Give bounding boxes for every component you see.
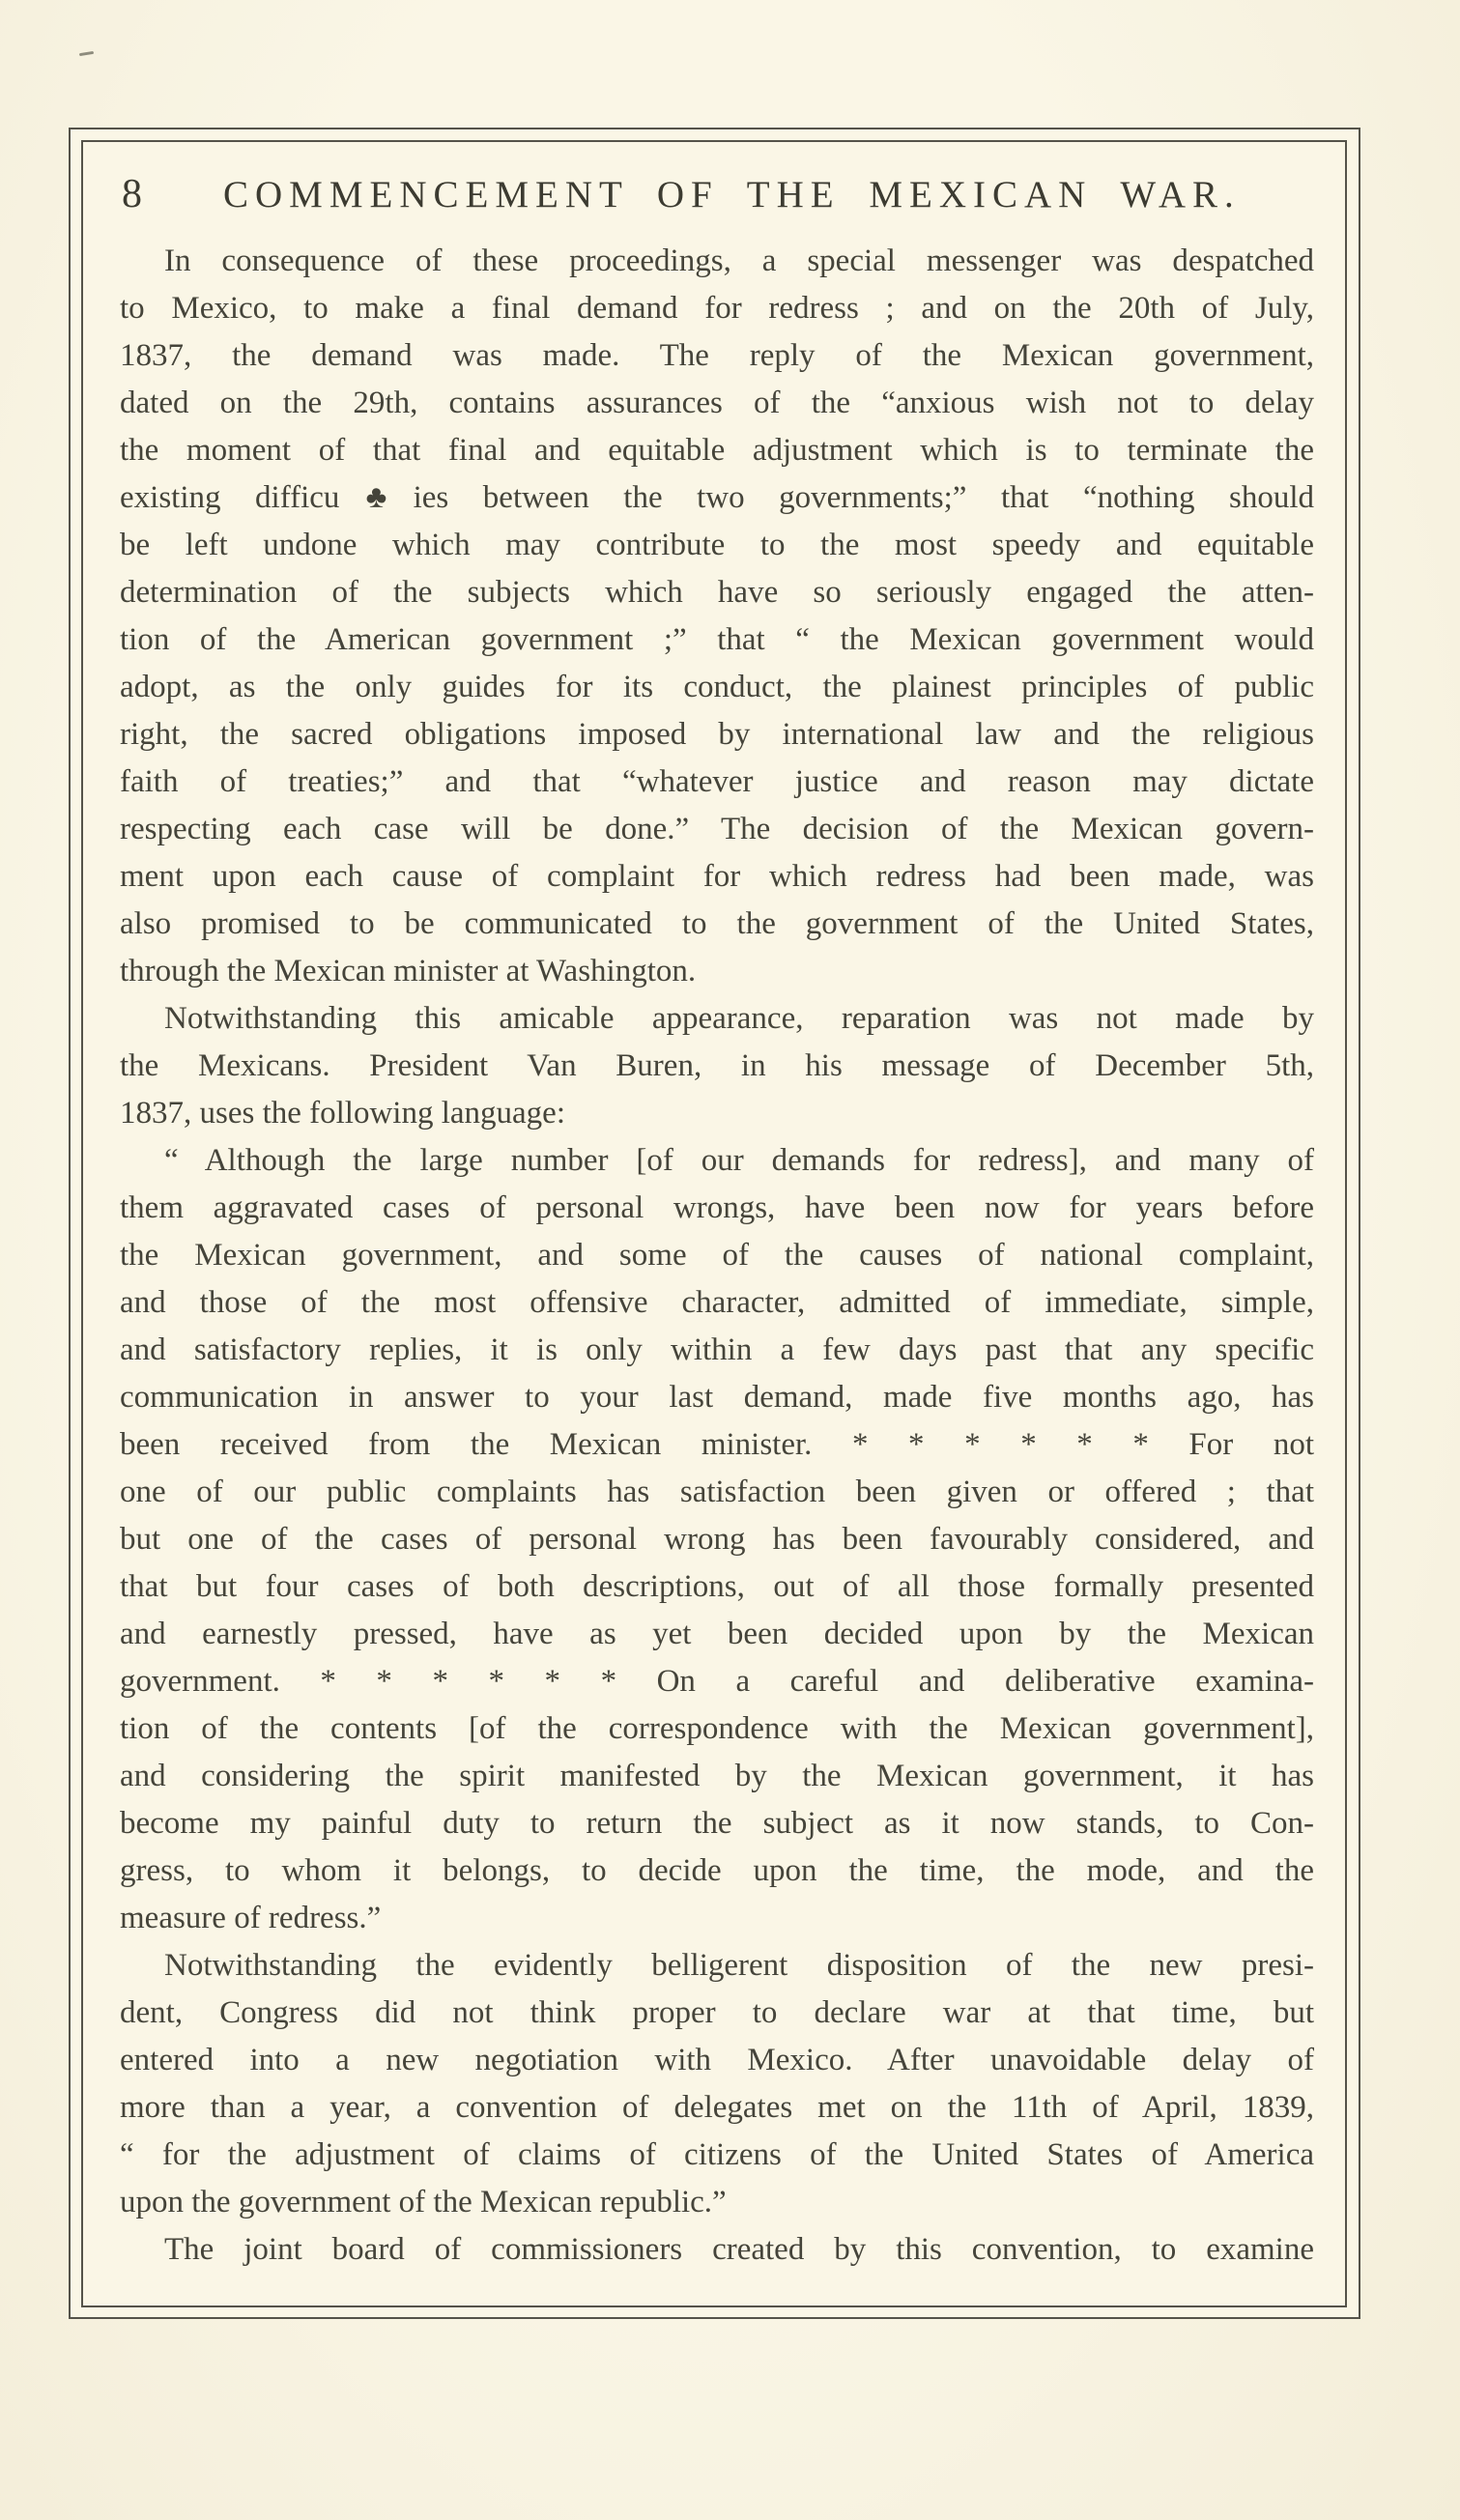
- text-line: the moment of that final and equitable adjustment which is to terminate the: [120, 433, 1314, 468]
- text-line: determination of the subjects which have so seriously engaged the atten-: [120, 575, 1314, 610]
- text-line: and those of the most offensive character, admitted of immediate, simple,: [120, 1285, 1314, 1320]
- text-line: become my painful duty to return the subject as it now stands, to Con-: [120, 1806, 1314, 1841]
- paragraph: [120, 995, 1314, 1137]
- text-line: respecting each case will be done.” The decision of the Mexican govern-: [120, 812, 1314, 846]
- text-line: that but four cases of both descriptions, out of all those formally presented: [120, 1569, 1314, 1604]
- text-line: right, the sacred obligations imposed by international law and the religious: [120, 717, 1314, 752]
- text-line: Notwithstanding this amicable appearance, reparation was not made by: [164, 1001, 1314, 1036]
- text-line: Notwithstanding the evidently belligerent disposition of the new presi-: [164, 1948, 1314, 1983]
- text-line: government. * * * * * * On a careful and deliberative examina-: [120, 1664, 1314, 1699]
- text-line: adopt, as the only guides for its conduct, the plainest principles of public: [120, 670, 1314, 704]
- scan-artifact-tick: [79, 51, 94, 56]
- text-line: communication in answer to your last demand, made five months ago, has: [120, 1380, 1314, 1415]
- paragraph: [120, 1942, 1314, 2226]
- text-block: [120, 238, 1314, 2274]
- page-number: 8: [122, 172, 142, 216]
- text-line: The joint board of commissioners created by this convention, to examine: [164, 2232, 1314, 2267]
- text-line: “ for the adjustment of claims of citizens of the United States of America: [120, 2137, 1314, 2172]
- text-line: faith of treaties;” and that “whatever justice and reason may dictate: [120, 764, 1314, 799]
- text-line: existing difficu♣ies between the two governments;” that “nothing should: [120, 480, 1314, 515]
- text-line: to Mexico, to make a final demand for redress ; and on the 20th of July,: [120, 291, 1314, 326]
- text-line: tion of the contents [of the correspondence with the Mexican government],: [120, 1711, 1314, 1746]
- text-line: upon the government of the Mexican republic.”: [120, 2185, 727, 2219]
- text-line: measure of redress.”: [120, 1901, 382, 1935]
- text-line: “ Although the large number [of our demands for redress], and many of: [164, 1143, 1314, 1178]
- text-line: and earnestly pressed, have as yet been decided upon by the Mexican: [120, 1617, 1314, 1651]
- text-line: entered into a new negotiation with Mexico. After unavoidable delay of: [120, 2043, 1314, 2077]
- running-header: COMMENCEMENT OF THE MEXICAN WAR.: [223, 174, 1241, 215]
- text-line: tion of the American government ;” that “ the Mexican government would: [120, 622, 1314, 657]
- text-line: In consequence of these proceedings, a special messenger was despatched: [164, 243, 1314, 278]
- text-line: but one of the cases of personal wrong has been favourably considered, and: [120, 1522, 1314, 1557]
- page-border-outer: [69, 128, 1360, 2319]
- text-line: more than a year, a convention of delegates met on the 11th of April, 1839,: [120, 2090, 1314, 2125]
- text-line: dated on the 29th, contains assurances of the “anxious wish not to delay: [120, 386, 1314, 420]
- text-line: and considering the spirit manifested by the Mexican government, it has: [120, 1759, 1314, 1793]
- text-line: one of our public complaints has satisfaction been given or offered ; that: [120, 1475, 1314, 1509]
- text-line: ment upon each cause of complaint for which redress had been made, was: [120, 859, 1314, 894]
- page-header: [120, 173, 1314, 216]
- paragraph: [120, 1137, 1314, 1942]
- text-line: them aggravated cases of personal wrongs, have been now for years before: [120, 1190, 1314, 1225]
- text-line: dent, Congress did not think proper to declare war at that time, but: [120, 1995, 1314, 2030]
- text-line: been received from the Mexican minister. * * * * * * For not: [120, 1427, 1314, 1462]
- text-line: and satisfactory replies, it is only within a few days past that any specific: [120, 1332, 1314, 1367]
- text-line: be left undone which may contribute to the most speedy and equitable: [120, 528, 1314, 562]
- page-border-inner: [81, 140, 1347, 2307]
- text-line: through the Mexican minister at Washington.: [120, 954, 697, 988]
- paragraph: [120, 238, 1314, 995]
- text-line: 1837, uses the following language:: [120, 1096, 566, 1131]
- text-line: the Mexican government, and some of the causes of national complaint,: [120, 1238, 1314, 1273]
- text-line: gress, to whom it belongs, to decide upon the time, the mode, and the: [120, 1853, 1314, 1888]
- text-line: also promised to be communicated to the government of the United States,: [120, 906, 1314, 941]
- text-line: 1837, the demand was made. The reply of the Mexican government,: [120, 338, 1314, 373]
- text-line: the Mexicans. President Van Buren, in his message of December 5th,: [120, 1048, 1314, 1083]
- paragraph: [120, 2226, 1314, 2274]
